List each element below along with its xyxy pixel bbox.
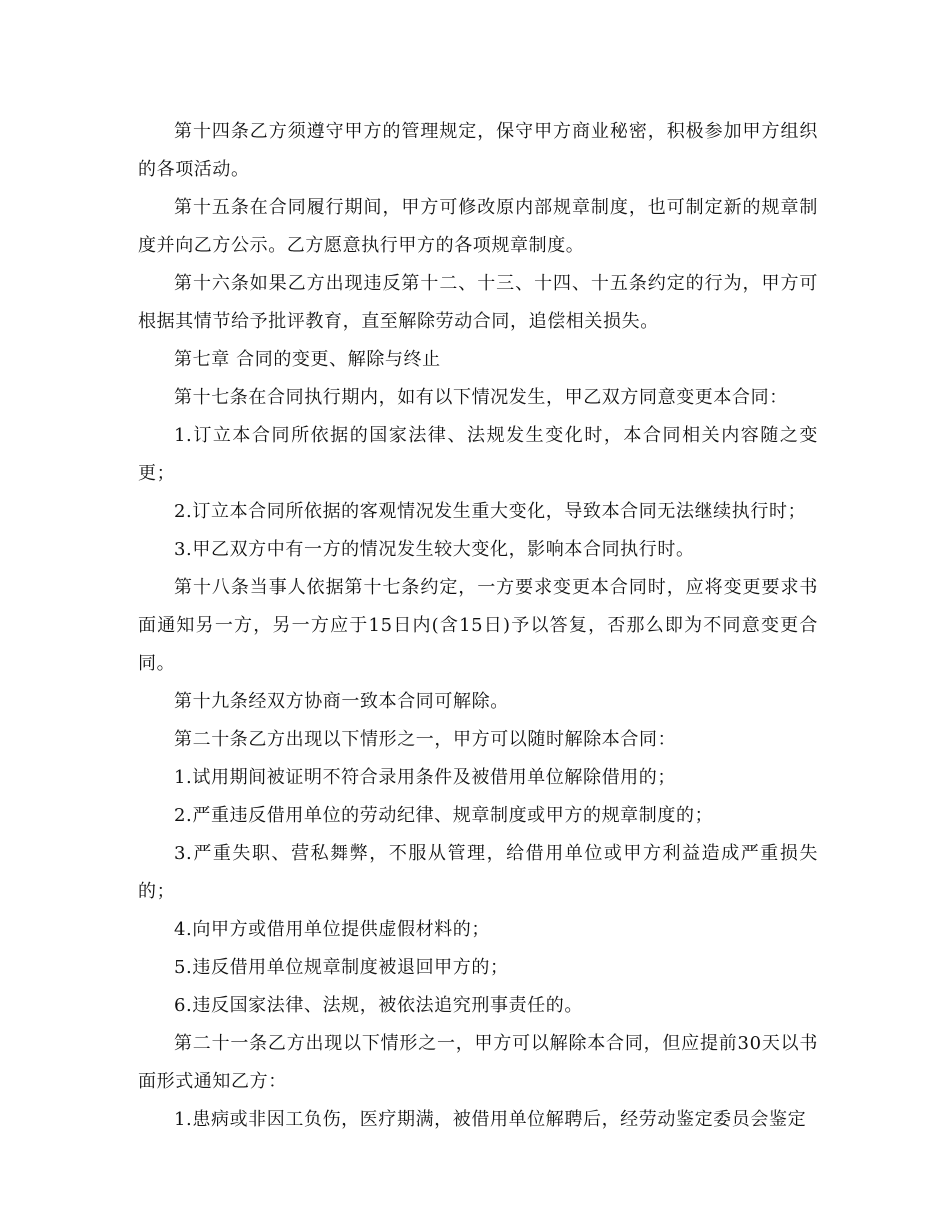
article-20-item-6: 6.违反国家法律、法规，被依法追究刑事责任的。 — [174, 995, 583, 1016]
article-18-paragraph: 第十八条当事人依据第十七条约定，一方要求变更本合同时，应将变更要求书面通知另一方，另一方应于15日内(含15日)予以答复，否那么即为不同意变更合同。 — [138, 577, 818, 674]
article-17-item-1: 1.订立本合同所依据的国家法律、法规发生变化时，本合同相关内容随之变更； — [138, 425, 818, 484]
document-body — [138, 113, 818, 1139]
chapter-7-heading: 第七章 合同的变更、解除与终止 — [174, 349, 441, 370]
article-20-paragraph: 第二十条乙方出现以下情形之一，甲方可以随时解除本合同： — [174, 729, 677, 750]
article-16-paragraph: 第十六条如果乙方出现违反第十二、十三、十四、十五条约定的行为，甲方可根据其情节给予批评教育，直至解除劳动合同，追偿相关损失。 — [138, 273, 818, 332]
article-14-paragraph: 第十四条乙方须遵守甲方的管理规定，保守甲方商业秘密，积极参加甲方组织的各项活动。 — [138, 121, 818, 180]
article-20-item-1: 1.试用期间被证明不符合录用条件及被借用单位解除借用的； — [174, 767, 676, 788]
article-21-item-1: 1.患病或非因工负伤，医疗期满，被借用单位解聘后，经劳动鉴定委员会鉴定 — [174, 1109, 807, 1130]
article-20-item-3: 3.严重失职、营私舞弊，不服从管理，给借用单位或甲方利益造成严重损失的； — [138, 843, 818, 902]
article-20-item-4: 4.向甲方或借用单位提供虚假材料的； — [174, 919, 490, 940]
article-20-item-5: 5.违反借用单位规章制度被退回甲方的； — [174, 957, 509, 978]
article-17-paragraph: 第十七条在合同执行期内，如有以下情况发生，甲乙双方同意变更本合同： — [174, 387, 788, 408]
article-17-item-3: 3.甲乙双方中有一方的情况发生较大变化，影响本合同执行时。 — [174, 539, 695, 560]
article-17-item-2: 2.订立本合同所依据的客观情况发生重大变化，导致本合同无法继续执行时； — [174, 501, 807, 522]
article-15-paragraph: 第十五条在合同履行期间，甲方可修改原内部规章制度，也可制定新的规章制度并向乙方公示。乙方愿意执行甲方的各项规章制度。 — [138, 197, 818, 256]
article-21-paragraph: 第二十一条乙方出现以下情形之一，甲方可以解除本合同，但应提前30天以书面形式通知乙方： — [138, 1033, 818, 1092]
article-20-item-2: 2.严重违反借用单位的劳动纪律、规章制度或甲方的规章制度的； — [174, 805, 714, 826]
article-19-paragraph: 第十九条经双方协商一致本合同可解除。 — [174, 691, 509, 712]
